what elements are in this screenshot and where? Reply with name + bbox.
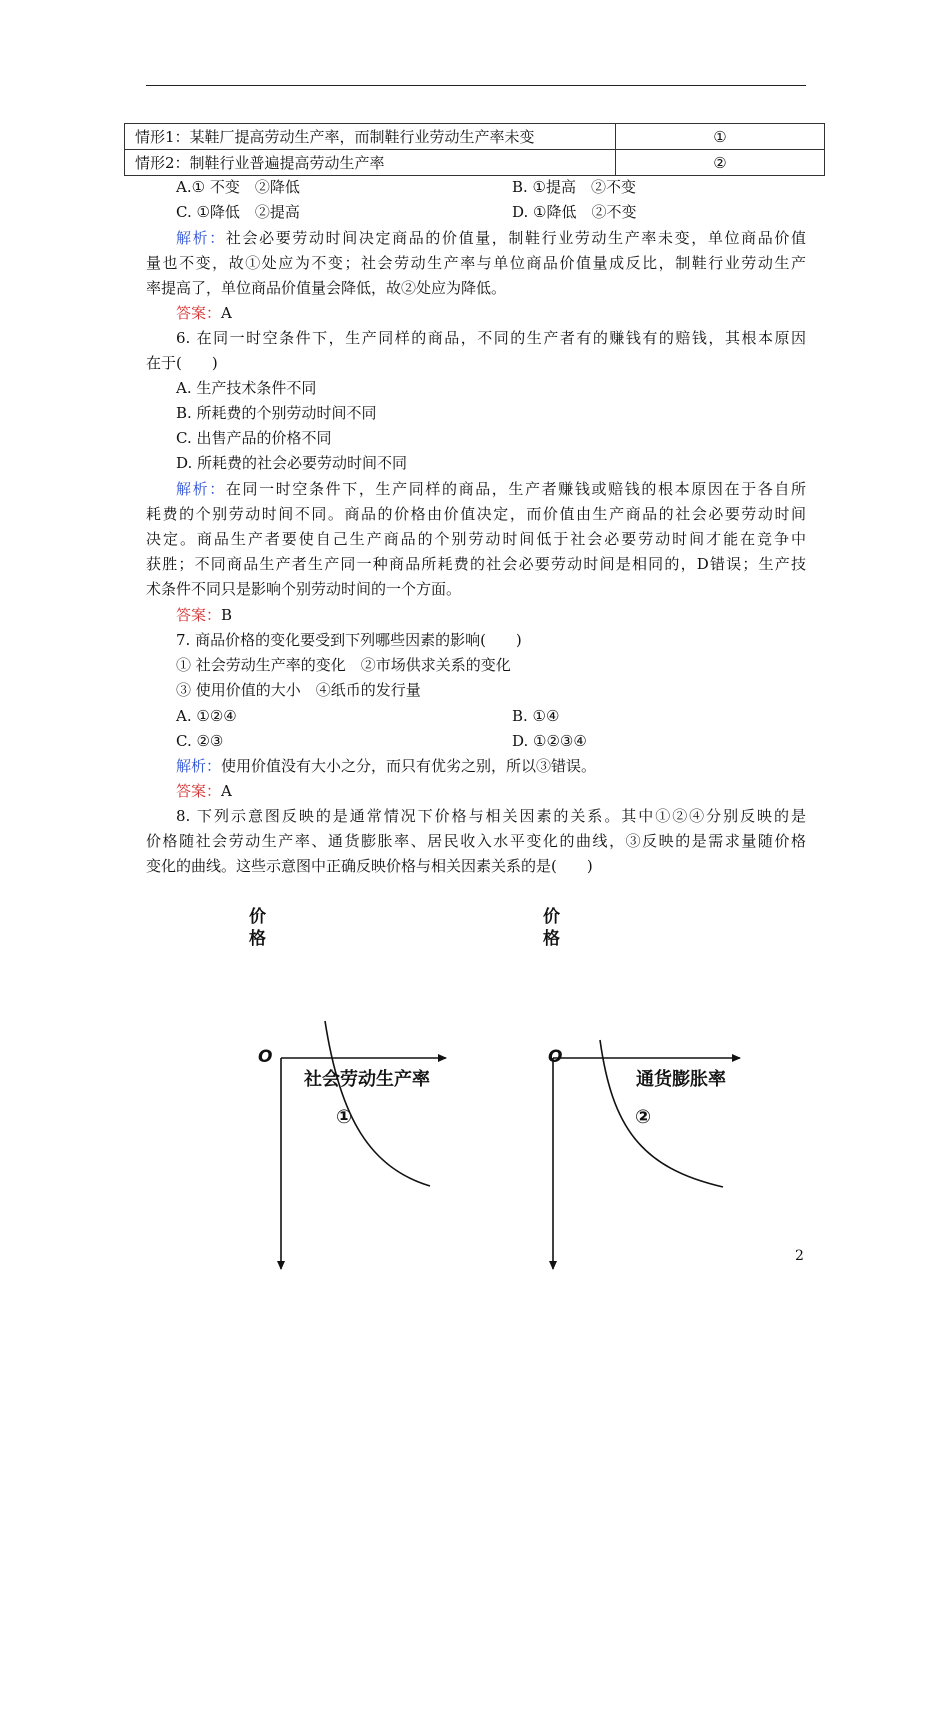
figure-number: ②	[635, 1106, 652, 1128]
table-cell-situation: 情形1：某鞋厂提高劳动生产率，而制鞋行业劳动生产率未变	[125, 124, 616, 150]
q5-option-c: C. ①降低 ②提高	[176, 203, 300, 221]
y-label: 格	[543, 929, 560, 949]
q5-answer	[176, 302, 232, 324]
answer-value: A	[221, 304, 232, 322]
table-cell-mark: ②	[616, 150, 825, 176]
x-label: 通货膨胀率	[636, 1069, 726, 1090]
figure-number: ①	[336, 1106, 353, 1128]
q5-analysis-line: 量也不变，故①处应为不变；社会劳动生产率与单位商品价值量成反比，制鞋行业劳动生产	[146, 254, 806, 272]
answer-value: B	[221, 606, 233, 624]
q5-analysis-line	[176, 227, 806, 249]
table-row	[125, 124, 825, 150]
q8-stem: 变化的曲线。这些示意图中正确反映价格与相关因素关系的是( )	[146, 857, 593, 875]
q5-analysis-line: 率提高了，单位商品价值量会降低，故②处应为降低。	[146, 279, 507, 297]
origin-label: O	[258, 1047, 273, 1067]
q8-stem: 价格随社会劳动生产率、通货膨胀率、居民收入水平变化的曲线，③反映的是需求量随价格	[146, 832, 806, 850]
analysis-label: 解析：	[176, 480, 226, 498]
q7-option-b: B. ①④	[512, 707, 560, 725]
curve	[325, 1021, 430, 1186]
table-row	[125, 150, 825, 176]
q6-analysis-line: 获胜；不同商品生产者生产同一种商品所耗费的社会必要劳动时间是相同的，D错误；生产技	[146, 555, 806, 573]
figure-1-axes	[0, 366, 950, 1710]
q6-stem: 6. 在同一时空条件下，生产同样的商品，不同的生产者有的赚钱有的赔钱，其根本原因	[176, 329, 806, 347]
analysis-label: 解析：	[176, 229, 226, 247]
q7-item-line: ① 社会劳动生产率的变化 ②市场供求关系的变化	[176, 656, 511, 674]
q7-stem: 7. 商品价格的变化要受到下列哪些因素的影响( )	[176, 631, 522, 649]
q6-option-b: B. 所耗费的个别劳动时间不同	[176, 404, 377, 422]
table-cell-situation: 情形2：制鞋行业普遍提高劳动生产率	[125, 150, 616, 176]
table-cell-mark: ①	[616, 124, 825, 150]
answer-value: A	[221, 782, 232, 800]
q7-item-line: ③ 使用价值的大小 ④纸币的发行量	[176, 681, 421, 699]
y-label: 价	[249, 907, 266, 927]
answer-label: 答案：	[176, 782, 222, 800]
q6-option-d: D. 所耗费的社会必要劳动时间不同	[176, 454, 408, 472]
q5-option-d: D. ①降低 ②不变	[512, 203, 637, 221]
page-number: 2	[795, 1248, 804, 1264]
q8-stem: 8. 下列示意图反映的是通常情况下价格与相关因素的关系。其中①②④分别反映的是	[176, 807, 806, 825]
header-rule	[146, 85, 806, 86]
curve	[600, 1040, 723, 1187]
q6-option-a: A. 生产技术条件不同	[176, 379, 317, 397]
analysis-text: 在同一时空条件下，生产同样的商品，生产者赚钱或赔钱的根本原因在于各自所	[225, 480, 806, 498]
x-label: 社会劳动生产率	[304, 1069, 430, 1090]
y-label: 格	[249, 929, 266, 949]
q7-option-a: A. ①②④	[176, 707, 237, 725]
q6-analysis-line: 耗费的个别劳动时间不同。商品的价格由价值决定，而价值由生产商品的社会必要劳动时间	[146, 505, 806, 523]
origin-label: O	[548, 1047, 563, 1067]
q5-option-b: B. ①提高 ②不变	[512, 178, 637, 196]
analysis-text: 使用价值没有大小之分，而只有优劣之别，所以③错误。	[221, 757, 597, 775]
q5-option-a: A.① 不变 ②降低	[176, 178, 300, 196]
q7-option-c: C. ②③	[176, 732, 224, 750]
q6-analysis-line: 决定。商品生产者要使自己生产商品的个别劳动时间低于社会必要劳动时间才能在竞争中	[146, 530, 806, 548]
q6-analysis-line: 术条件不同只是影响个别劳动时间的一个方面。	[146, 580, 462, 598]
analysis-label: 解析：	[176, 757, 222, 775]
q7-option-d: D. ①②③④	[512, 732, 587, 750]
y-label: 价	[543, 907, 560, 927]
answer-label: 答案：	[176, 606, 222, 624]
q6-option-c: C. 出售产品的价格不同	[176, 429, 332, 447]
q6-stem: 在于( )	[146, 354, 218, 372]
answer-label: 答案：	[176, 304, 222, 322]
situation-table	[124, 123, 825, 176]
analysis-text: 社会必要劳动时间决定商品的价值量，制鞋行业劳动生产率未变，单位商品价值	[225, 229, 806, 247]
